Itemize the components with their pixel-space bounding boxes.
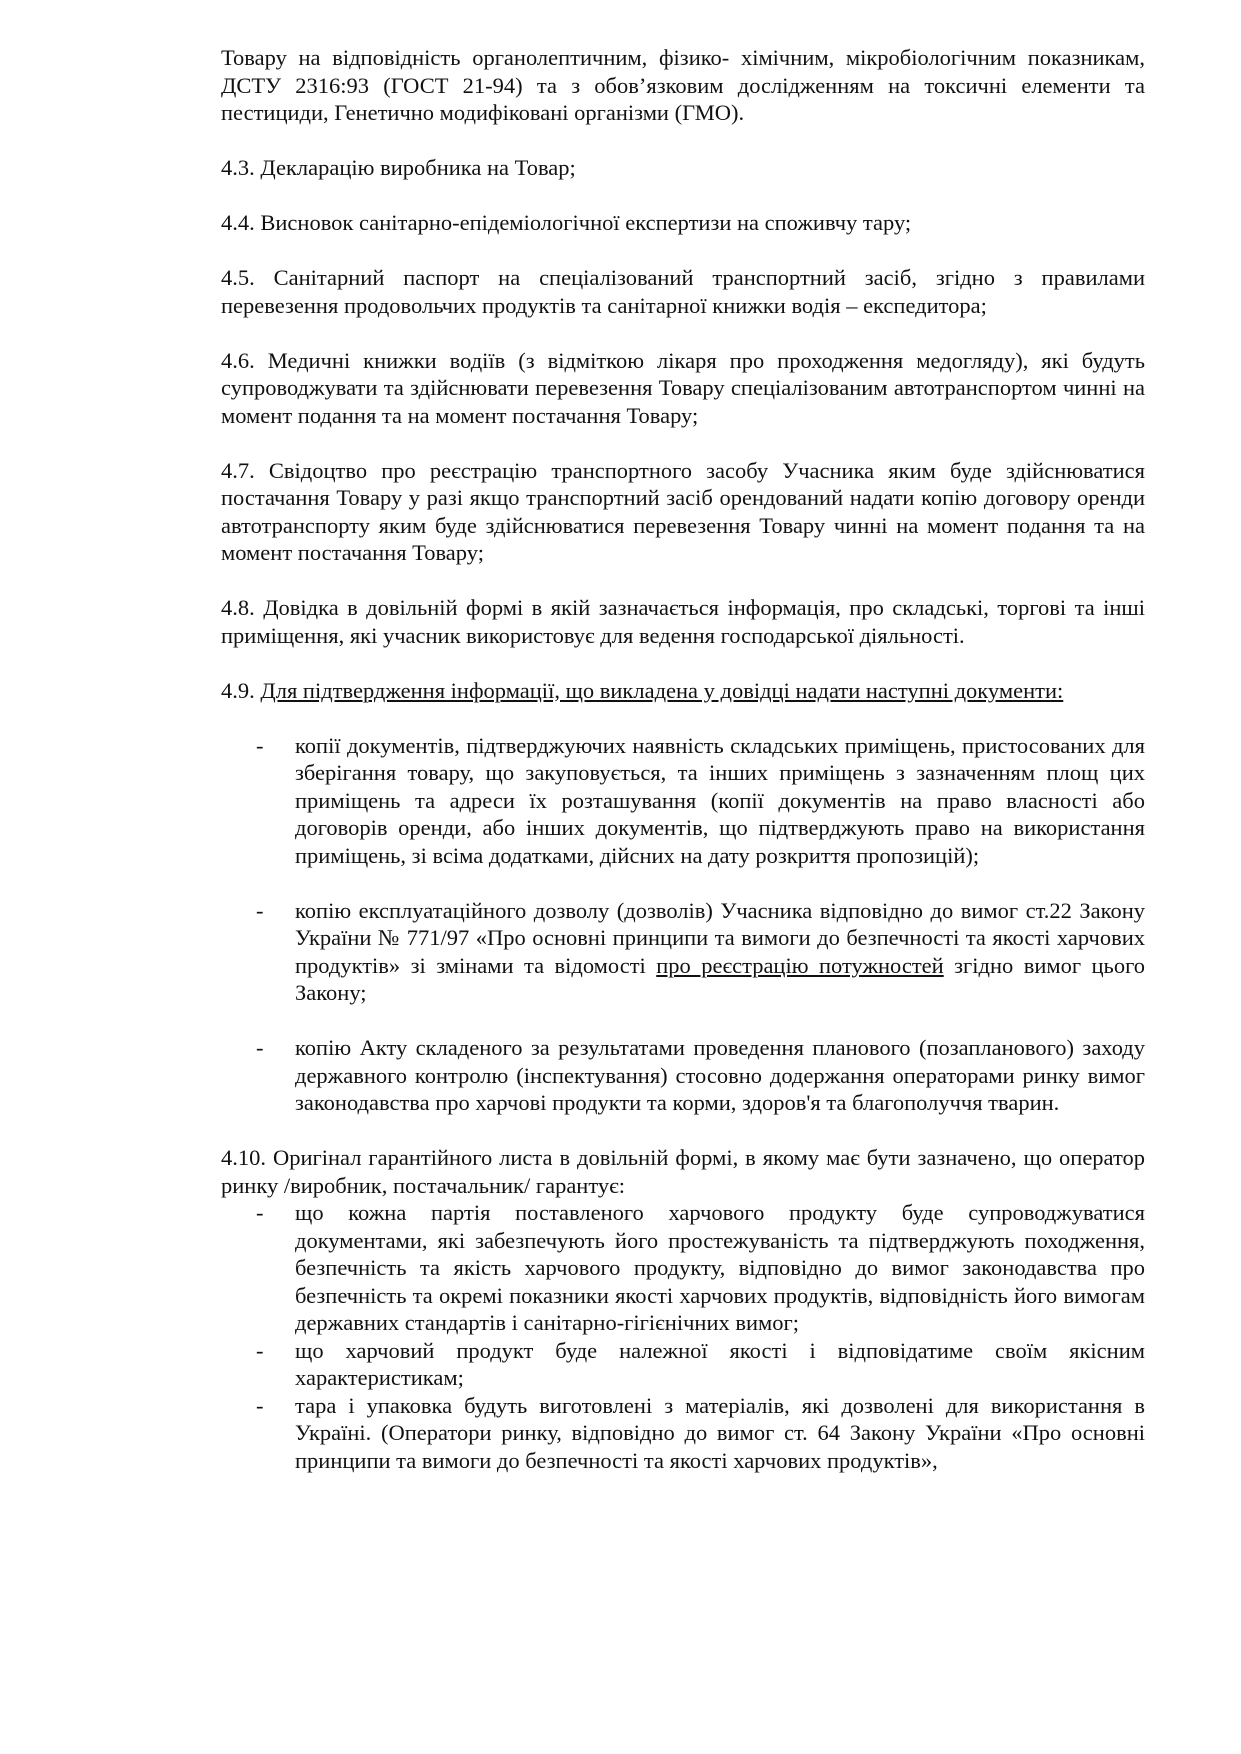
spacer [221, 1007, 1145, 1035]
spacer [221, 429, 1145, 457]
list-item [221, 1392, 1145, 1475]
list-dash: - [256, 1035, 264, 1060]
clause-4-9-number: 4.9. [221, 677, 255, 703]
list-dash: - [256, 1200, 264, 1225]
intro-paragraph: Товару на відповідність органолептичним, фізико- хімічним, мікробіологічним показникам, ДСТУ 2316:93 (ГОСТ 21-94) та з обов’язковим дослідженням на токсичні елементи та пестициди, Генетично модифіковані організми (ГМО). [221, 45, 1145, 125]
list-item-text: що харчовий продукт буде належної якості і відповідатиме своїм якісним характеристикам; [295, 1337, 1145, 1390]
clause-4-10: 4.10. Оригінал гарантійного листа в довільній формі, в якому має бути зазначено, що оператор ринку /виробник, постачальник/ гарантує: [221, 1145, 1145, 1198]
clause-4-8: 4.8. Довідка в довільній формі в якій зазначається інформація, про складські, торгові та інші приміщення, які учасник використовує для ведення господарської діяльності. [221, 595, 1145, 648]
document-page [221, 44, 1145, 1474]
list-item [221, 1337, 1145, 1392]
list-item [221, 1034, 1145, 1117]
spacer [221, 649, 1145, 677]
list-item [221, 732, 1145, 870]
list-item [221, 897, 1145, 1007]
spacer [221, 237, 1145, 265]
list-item-underlined-text: про реєстрацію потужностей [656, 952, 944, 978]
list-item-text: згідно вимог цього Закону; [295, 952, 1145, 1005]
list-item-text: що кожна партія поставленого харчового продукту буде супроводжуватися документами, які забезпечують його простежуваність та підтверджують походження, безпечність та якість харчового продукту, відповідно до вимог законодавства про безпечність та окремі показники якості харчових продуктів, відповідність його вимогам державних стандартів і санітарно-гігієнічних вимог; [295, 1200, 1145, 1335]
spacer [221, 567, 1145, 595]
spacer [221, 319, 1145, 347]
clause-4-9 [221, 677, 1145, 705]
clause-4-3: 4.3. Декларацію виробника на Товар; [221, 155, 576, 180]
list-dash: - [256, 732, 264, 758]
clause-4-4: 4.4. Висновок санітарно-епідеміологічної експертизи на споживчу тару; [221, 210, 912, 235]
spacer [221, 704, 1145, 732]
list-item-text: копію експлуатаційного дозволу (дозволів) Учасника відповідно до вимог ст.22 Закону України № 771/97 «Про основні принципи та вимоги до безпечності та якості харчових продуктів» зі змінами та відомості [295, 897, 1145, 978]
spacer [221, 127, 1145, 155]
clause-4-9-text: Для підтвердження інформації, що викладена у довідці надати наступні документи: [260, 677, 1064, 703]
list-dash: - [256, 1337, 264, 1363]
clause-4-7: 4.7. Свідоцтво про реєстрацію транспортного засобу Учасника яким буде здійснюватися постачання Товару у разі якщо транспортний засіб орендований надати копію договору оренди автотранспорту яким буде здійснюватися перевезення Товару чинні на момент подання та на момент постачання Товару; [221, 457, 1145, 565]
spacer [221, 869, 1145, 897]
clause-4-5: 4.5. Санітарний паспорт на спеціалізований транспортний засіб, згідно з правилами перевезення продовольчих продуктів та санітарної книжки водія – експедитора; [221, 265, 1145, 318]
list-item [221, 1199, 1145, 1337]
clause-4-6: 4.6. Медичні книжки водіїв (з відміткою лікаря про проходження медогляду), які будуть супроводжувати та здійснювати перевезення Товару спеціалізованим автотранспортом чинні на момент подання та на момент постачання Товару; [221, 347, 1145, 428]
spacer [221, 1117, 1145, 1145]
list-item-text: копію Акту складеного за результатами проведення планового (позапланового) заходу державного контролю (інспектування) стосовно додержання операторами ринку вимог законодавства про харчові продукти та корми, здоров'я та благополуччя тварин. [295, 1035, 1145, 1115]
list-item-text: тара і упаковка будуть виготовлені з матеріалів, які дозволені для використання в Україні. (Оператори ринку, відповідно до вимог ст. 64 Закону України «Про основні принципи та вимоги до безпечності та якості харчових продуктів», [295, 1392, 1145, 1473]
spacer [221, 182, 1145, 210]
list-dash: - [256, 897, 264, 923]
list-dash: - [256, 1392, 264, 1418]
list-item-text: копії документів, підтверджуючих наявність складських приміщень, пристосованих для зберігання товару, що закуповується, та інших приміщень з зазначенням площ цих приміщень та адреси їх розташування (копії документів на право власності або договорів оренди, або інших документів, що підтверджують право на використання приміщень, зі всіма додатками, дійсних на дату розкриття пропозицій); [295, 732, 1145, 868]
